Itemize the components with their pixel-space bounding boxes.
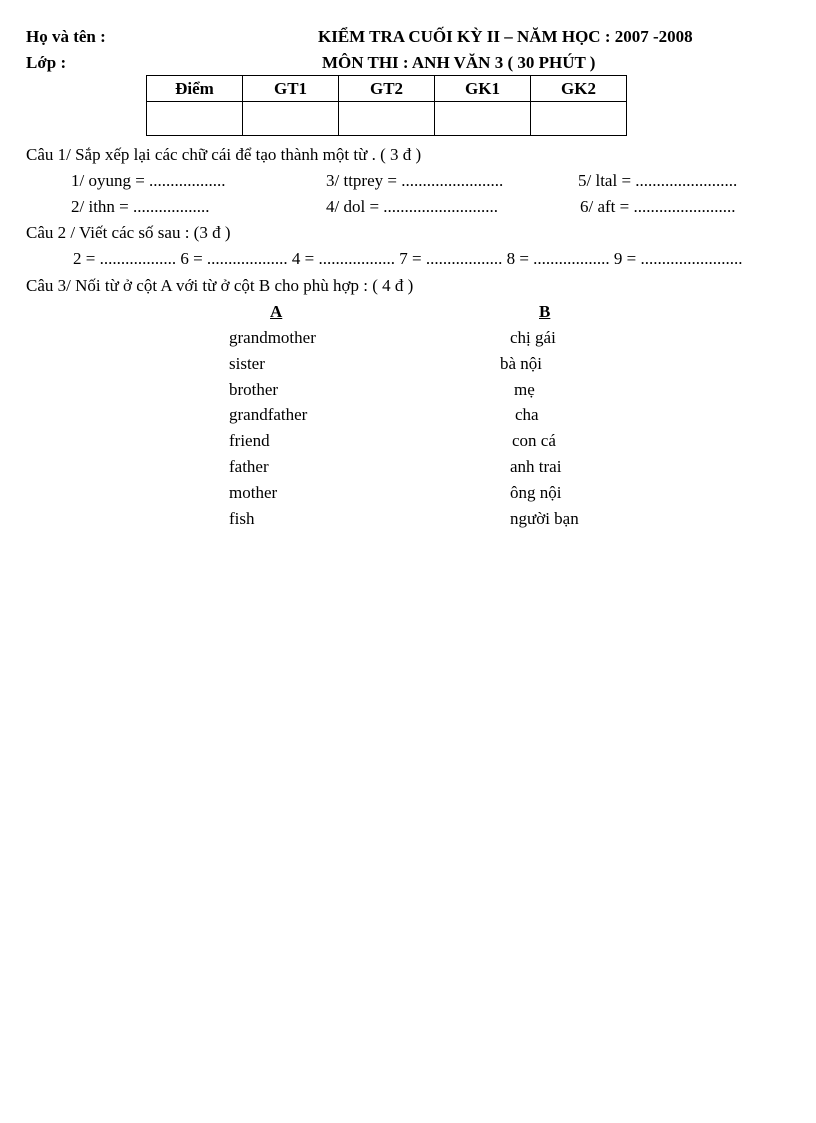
score-header-gt1: GT1: [243, 76, 339, 102]
q3-a-item: sister: [229, 354, 265, 373]
q3-a-item: father: [229, 457, 269, 476]
q1-item-5: 5/ ltal = ........................: [578, 171, 738, 190]
score-cell-gt1[interactable]: [243, 102, 339, 136]
class-label: Lớp :: [26, 53, 67, 72]
q3-a-item: brother: [229, 380, 279, 399]
q3-a-item: grandmother: [229, 328, 316, 347]
q3-b-item: ông nội: [510, 483, 562, 502]
q3-col-a-header: A: [270, 302, 283, 321]
exam-subject: MÔN THI : ANH VĂN 3 ( 30 PHÚT ): [322, 53, 596, 72]
name-label: Họ và tên :: [26, 27, 106, 46]
q1-item-2: 2/ ithn = ..................: [71, 197, 210, 216]
score-header-gk1: GK1: [435, 76, 531, 102]
q1-item-3: 3/ ttprey = ........................: [326, 171, 504, 190]
q3-b-item: cha: [515, 405, 539, 424]
q3-b-item: mẹ: [514, 380, 535, 399]
score-header-gt2: GT2: [339, 76, 435, 102]
q3-a-item: friend: [229, 431, 270, 450]
exam-title: KIỂM TRA CUỐI KỲ II – NĂM HỌC : 2007 -2008: [318, 27, 693, 46]
q3-a-item: mother: [229, 483, 278, 502]
score-header-gk2: GK2: [531, 76, 627, 102]
score-cell-gt2[interactable]: [339, 102, 435, 136]
q3-b-item: bà nội: [500, 354, 543, 373]
q1-item-1: 1/ oyung = ..................: [71, 171, 226, 190]
q1-item-4: 4/ dol = ...........................: [326, 197, 499, 216]
q3-a-item: grandfather: [229, 405, 308, 424]
q2-line: 2 = .................. 6 = ................... 4 = .................. 7 = .................. 8 = .................. 9 = ........................: [73, 249, 743, 268]
q1-item-6: 6/ aft = ........................: [580, 197, 736, 216]
score-header-diem: Điểm: [147, 76, 243, 102]
q2-title: Câu 2 / Viết các số sau : (3 đ ): [26, 223, 231, 242]
score-cell-diem[interactable]: [147, 102, 243, 136]
q3-col-b-header: B: [539, 302, 551, 321]
score-cell-gk2[interactable]: [531, 102, 627, 136]
score-cell-gk1[interactable]: [435, 102, 531, 136]
q1-title: Câu 1/ Sắp xếp lại các chữ cái để tạo thành một từ . ( 3 đ ): [26, 145, 422, 164]
q3-b-item: con cá: [512, 431, 556, 450]
q3-b-item: người bạn: [510, 509, 579, 528]
score-table: [146, 75, 627, 136]
q3-title: Câu 3/ Nối từ ở cột A với từ ở cột B cho phù hợp : ( 4 đ ): [26, 276, 414, 295]
q3-a-item: fish: [229, 509, 255, 528]
q3-b-item: anh trai: [510, 457, 562, 476]
q3-b-item: chị gái: [510, 328, 556, 347]
